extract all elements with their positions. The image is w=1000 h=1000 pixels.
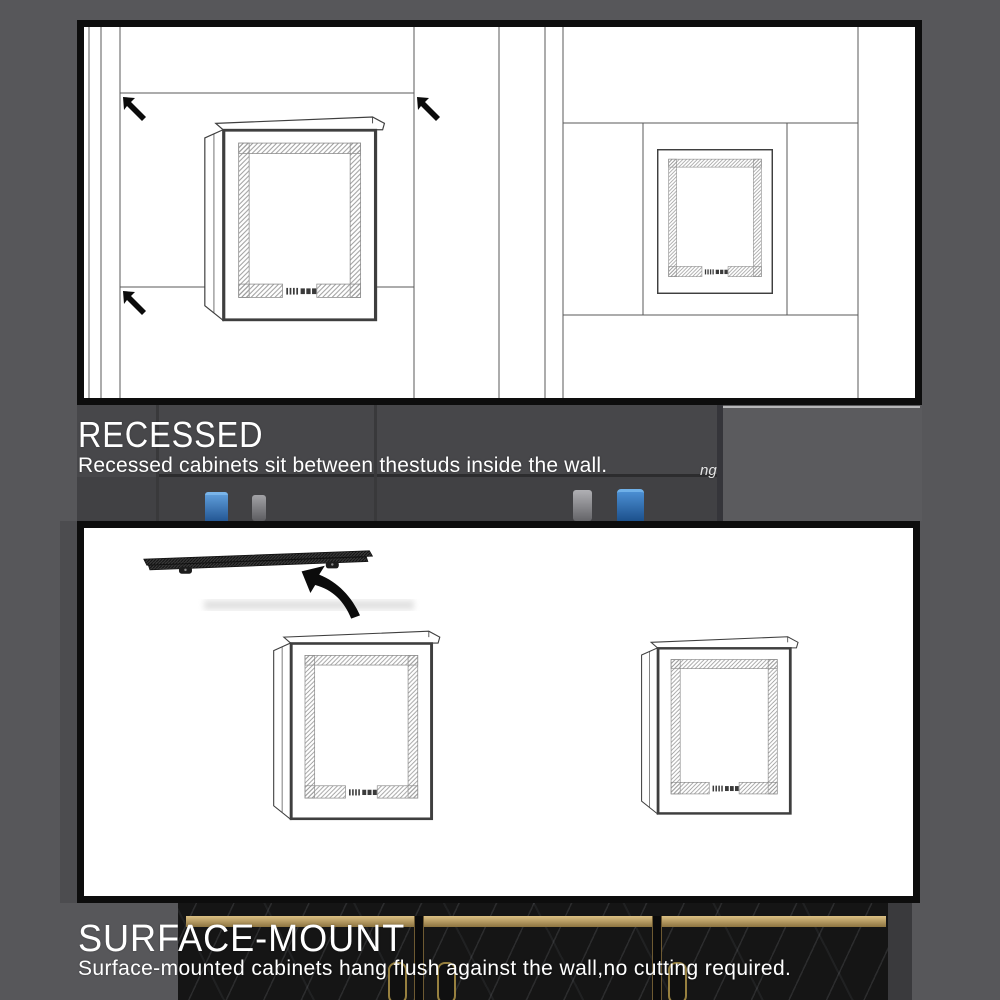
surface-mount-diagram: [84, 528, 913, 896]
photo-vanity-side-edge: [888, 903, 912, 1000]
panel-left-shadow: [60, 521, 77, 903]
medicine-cabinet-recessed-front-drawing: [658, 150, 773, 294]
toiletry-cup-blue: [617, 489, 644, 524]
toiletry-bottle-blue: [205, 492, 228, 524]
medicine-cabinet-3d-drawing: [642, 637, 798, 814]
surface-mount-section-description: Surface-mounted cabinets hang flush against the wall,no cutting required.: [78, 957, 792, 980]
photo-light-edge: [723, 406, 920, 408]
recessed-section-title: RECESSED: [78, 414, 264, 455]
cabinet-frame-edge: [717, 405, 723, 521]
corner-arrow-icon: [123, 291, 146, 315]
surface-mount-section-title: SURFACE-MOUNT: [78, 918, 406, 960]
recessed-section-description: Recessed cabinets sit between thestuds inside the wall.: [78, 454, 608, 477]
toiletry-cup-gray: [573, 490, 592, 521]
corner-arrow-icon: [123, 97, 146, 121]
medicine-cabinet-3d-drawing: [274, 631, 440, 819]
corner-arrow-icon: [417, 97, 440, 121]
mounting-bracket-drawing: [144, 551, 373, 574]
curved-arrow-up-left-icon: [302, 566, 360, 619]
photo-cabinet-door: [722, 405, 922, 521]
recessed-diagram: [84, 27, 915, 398]
faded-smudge: [204, 600, 414, 610]
medicine-cabinet-3d-drawing: [205, 117, 385, 320]
toiletry-bottle-gray: [252, 495, 266, 521]
surface-mount-diagram-panel: [77, 521, 920, 903]
watermark-fragment: ng: [700, 462, 717, 479]
recessed-diagram-panel: [77, 20, 922, 405]
